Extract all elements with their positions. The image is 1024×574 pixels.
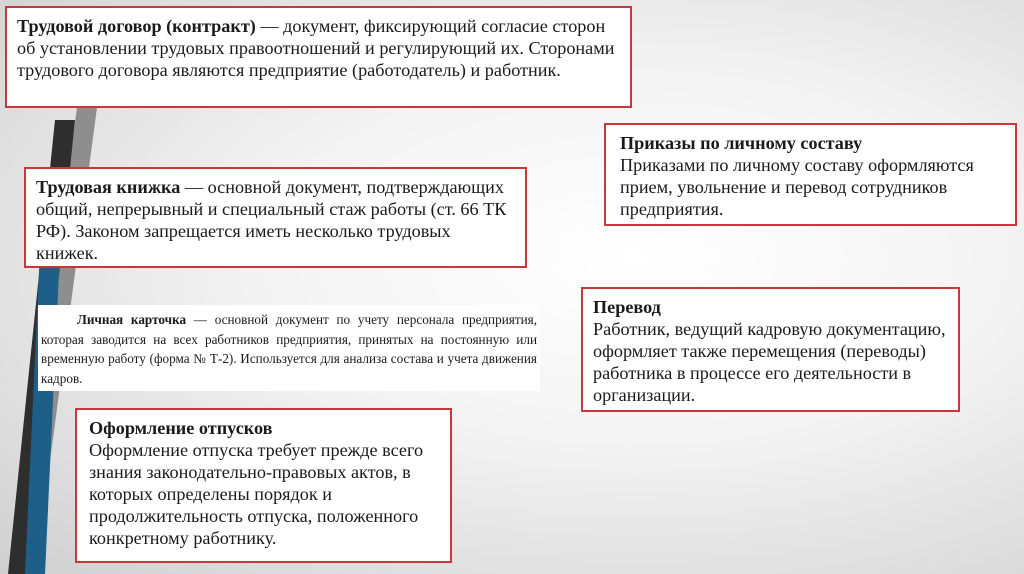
employment-contract-box	[5, 6, 632, 108]
employment-contract-text: — документ, фиксирующий согласие сторон об установлении трудовых правоотношений и регулирующий их. Сторонами трудового договора являются предприятие (работодатель) и работник.	[17, 16, 615, 80]
work-book-term: Трудовая книжка	[36, 177, 181, 197]
vacation-text: Оформление отпуска требует прежде всего знания законодательно-правовых актов, в которых определены порядок и продолжительность отпуска, положенного конкретному работнику.	[89, 440, 424, 548]
personnel-orders-title: Приказы по личному составу	[620, 133, 863, 153]
work-book-box	[24, 167, 527, 268]
transfer-box	[581, 287, 960, 412]
personnel-orders-text: Приказами по личному составу оформляются прием, увольнение и перевод сотрудников предприятия.	[620, 155, 974, 219]
personal-card-box	[38, 305, 540, 391]
vacation-title: Оформление отпусков	[89, 418, 273, 438]
vacation-box	[75, 408, 452, 563]
personal-card-text: — основной документ по учету персонала предприятия, которая заводится на всех работников предприятия, принятых на постоянную или временную работу (форма № Т-2). Используется для анализа состава и учета движения кадров.	[41, 312, 537, 386]
transfer-text: Работник, ведущий кадровую документацию, оформляет также перемещения (переводы) работника в процессе его деятельности в организации.	[593, 319, 946, 405]
transfer-title: Перевод	[593, 297, 661, 317]
personnel-orders-box	[604, 123, 1017, 226]
employment-contract-term: Трудовой договор (контракт)	[17, 16, 256, 36]
work-book-text: — основной документ, подтверждающих общий, непрерывный и специальный стаж работы (ст. 66 ТК РФ). Законом запрещается иметь несколько трудовых книжек.	[36, 177, 507, 263]
personal-card-term: Личная карточка	[77, 312, 187, 327]
